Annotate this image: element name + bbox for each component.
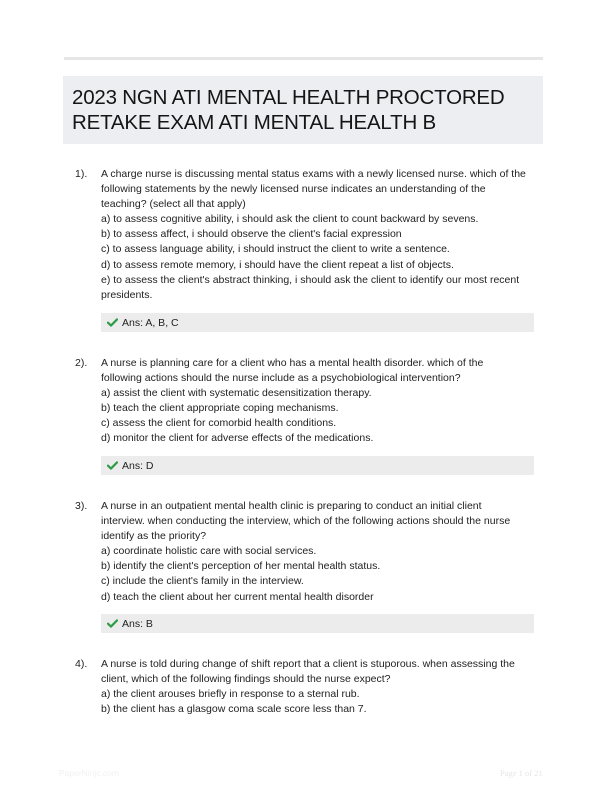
option-b: b) identify the client's perception of her mental health status. bbox=[101, 560, 381, 573]
answer-text: Ans: D bbox=[122, 459, 154, 472]
answer-box-2 bbox=[101, 456, 534, 475]
question-line: A nurse is told during change of shift report that a client is stuporous. when assessing the bbox=[101, 658, 515, 670]
page-title-line-2: RETAKE EXAM ATI MENTAL HEALTH B bbox=[72, 111, 437, 134]
top-divider bbox=[64, 57, 543, 60]
option-c: c) to assess language ability, i should instruct the client to write a sentence. bbox=[101, 243, 450, 256]
option-b: b) to assess affect, i should observe the client's facial expression bbox=[101, 228, 402, 241]
question-line: following actions should the nurse include as a psychobiological intervention? bbox=[101, 372, 461, 385]
option-e: e) to assess the client's abstract thinking, i should ask the client to identify our most recent bbox=[101, 273, 520, 286]
question-line: client, which of the following findings should the nurse expect? bbox=[101, 673, 391, 686]
question-text bbox=[101, 499, 541, 605]
check-icon bbox=[107, 619, 118, 628]
question-line: A charge nurse is discussing mental status exams with a newly licensed nurse. which of the bbox=[101, 168, 526, 180]
question-text bbox=[101, 167, 541, 303]
option-c: c) assess the client for comorbid health conditions. bbox=[101, 417, 337, 430]
option-a: a) to assess cognitive ability, i should ask the client to count backward by sevens. bbox=[101, 213, 479, 226]
option-a: a) the client arouses briefly in response to a sternal rub. bbox=[101, 688, 360, 701]
title-banner bbox=[63, 76, 543, 144]
option-e-continued: presidents. bbox=[101, 288, 153, 301]
question-text bbox=[101, 657, 541, 717]
question-line: identify as the priority? bbox=[101, 530, 207, 543]
answer-box-3 bbox=[101, 614, 534, 633]
option-b: b) teach the client appropriate coping mechanisms. bbox=[101, 402, 339, 415]
answer-text: Ans: B bbox=[122, 617, 153, 630]
check-icon bbox=[107, 461, 118, 470]
page-number: Page 1 of 21 bbox=[500, 768, 543, 778]
option-c: c) include the client's family in the interview. bbox=[101, 575, 304, 588]
question-line: A nurse is planning care for a client who has a mental health disorder. which of the bbox=[101, 357, 484, 369]
question-line: following statements by the newly licensed nurse indicates an understanding of the bbox=[101, 183, 486, 196]
question-number: 1). bbox=[75, 168, 88, 180]
option-a: a) assist the client with systematic desensitization therapy. bbox=[101, 387, 372, 400]
option-a: a) coordinate holistic care with social services. bbox=[101, 545, 317, 558]
question-number: 3). bbox=[75, 500, 88, 512]
question-line: interview. when conducting the interview, which of the following actions should the nurse bbox=[101, 515, 511, 528]
answer-text: Ans: A, B, C bbox=[122, 316, 179, 329]
question-number: 2). bbox=[75, 357, 88, 369]
answer-box-1 bbox=[101, 313, 534, 332]
option-b: b) the client has a glasgow coma scale score less than 7. bbox=[101, 703, 367, 716]
question-line: teaching? (select all that apply) bbox=[101, 198, 246, 211]
option-d: d) to assess remote memory, i should have the client repeat a list of objects. bbox=[101, 258, 454, 271]
question-number: 4). bbox=[75, 658, 88, 670]
question-line: A nurse in an outpatient mental health clinic is preparing to conduct an initial client bbox=[101, 500, 482, 512]
question-text bbox=[101, 356, 541, 447]
option-d: d) teach the client about her current mental health disorder bbox=[101, 590, 374, 603]
check-icon bbox=[107, 318, 118, 327]
option-d: d) monitor the client for adverse effects of the medications. bbox=[101, 432, 374, 445]
page-title-line-1: 2023 NGN ATI MENTAL HEALTH PROCTORED bbox=[72, 86, 505, 109]
footer-watermark: PaperNinjc.com bbox=[59, 768, 119, 778]
